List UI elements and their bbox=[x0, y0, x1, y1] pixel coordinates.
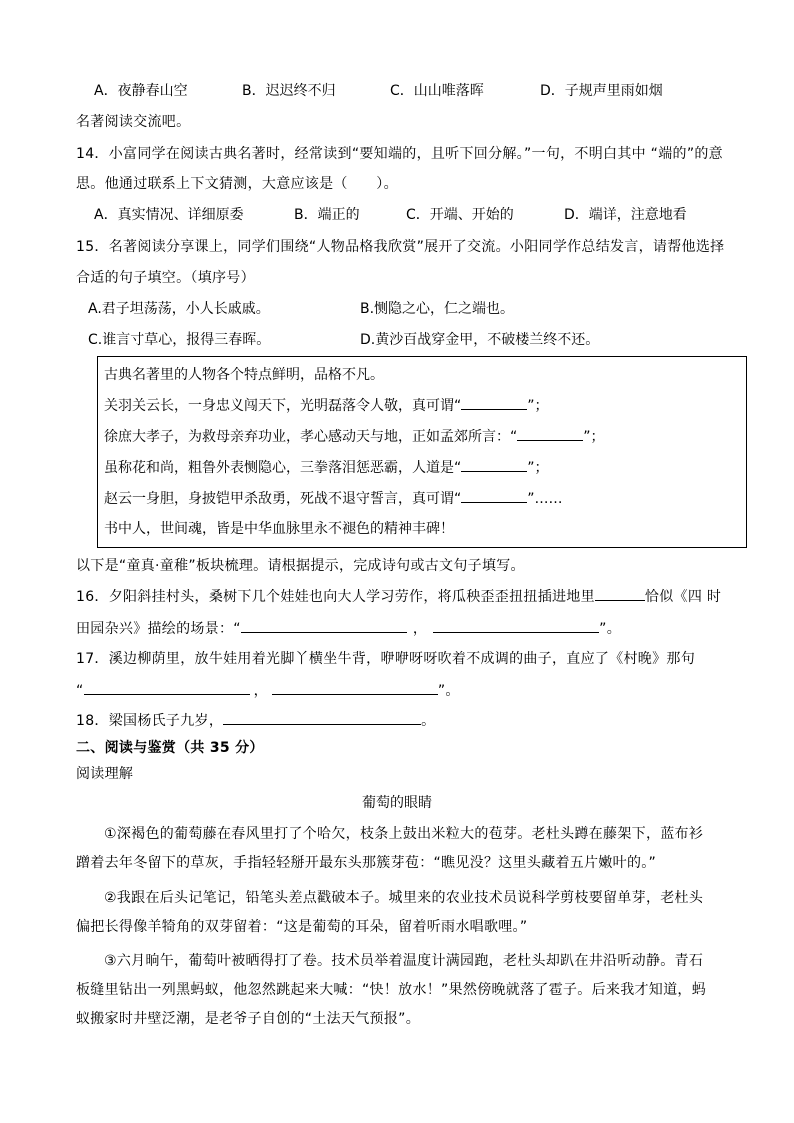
fill-in-box bbox=[97, 356, 747, 548]
q14-stem-line1: 14．小富同学在阅读古典名著时，经常读到“要知端的，且听下回分解。”一句，不明白其中 “端的”的意 bbox=[76, 146, 723, 162]
q13-option-b[interactable]: B．迟迟终不归 bbox=[242, 83, 336, 99]
q13-option-d[interactable]: D．子规声里雨如烟 bbox=[540, 83, 663, 99]
q13-options bbox=[94, 81, 663, 101]
article-paragraph-1: ①深褐色的葡萄藤在春风里打了个哈欠，枝条上鼓出米粒大的苞芽。老杜头蹲在藤架下，蓝布衫蹭着去年冬留下的草灰，手指轻轻掰开最东头那簇芽苞：“瞧见没？这里头藏着五片嫩叶的。” bbox=[76, 826, 704, 871]
answer-blank[interactable] bbox=[272, 680, 438, 695]
article-title: 葡萄的眼睛 bbox=[362, 795, 432, 811]
reading-label: 阅读理解 bbox=[76, 766, 134, 782]
box-row-luzhishen-text: 虽称花和尚，粗鲁外表恻隐心，三拳落泪惩恶霸，人道是“ bbox=[104, 460, 462, 476]
q14-option-d[interactable]: D．端详，注意地看 bbox=[564, 207, 687, 223]
box-row-guanyu-text: 关羽关云长，一身忠义闯天下，光明磊落令人敬，真可谓“ bbox=[104, 398, 462, 414]
q16-stem-line1 bbox=[76, 587, 721, 607]
box-row-zhaoyun-end: ”…… bbox=[527, 491, 563, 507]
box-row-zhaoyun bbox=[104, 488, 563, 509]
q14-stem-line2: 思。他通过联系上下文猜测，大意应该是（ ）。 bbox=[76, 176, 398, 192]
q15-stem-line2: 合适的句子填空。（填序号） bbox=[76, 270, 255, 286]
q18-text: 18．梁国杨氏子九岁， bbox=[76, 713, 224, 729]
q16-stem-line2 bbox=[76, 618, 621, 639]
box-row-guanyu-end: ”； bbox=[527, 398, 549, 414]
q17-stem-line2 bbox=[76, 680, 460, 701]
box-row-luzhishen-end: ”； bbox=[527, 460, 549, 476]
q16-inline-rule bbox=[595, 591, 645, 601]
section-intro-masterpiece: 名著阅读交流吧。 bbox=[76, 114, 191, 130]
answer-blank[interactable] bbox=[241, 618, 407, 633]
q16-stem-text: 16．夕阳斜挂村头，桑树下几个娃娃也向大人学习劳作，将瓜秧歪歪扭扭插进地里 bbox=[76, 589, 595, 605]
q16-stem-text-tail: 恰似《四 时 bbox=[644, 589, 722, 605]
q17-stem-line1: 17．溪边柳荫里，放牛娃用着光脚丫横坐牛背，咿咿呀呀吹着不成调的曲子，直应了《村晚》那句 bbox=[76, 651, 696, 667]
q15-option-d: D.黄沙百战穿金甲，不破楼兰终不还。 bbox=[360, 332, 600, 348]
box-row-xushu-text: 徐庶大孝子，为救母亲弃功业，孝心感动天与地，正如孟郊所言：“ bbox=[104, 429, 518, 445]
q13-option-a[interactable]: A．夜静春山空 bbox=[94, 83, 188, 99]
answer-blank[interactable] bbox=[461, 457, 527, 472]
q14-option-c[interactable]: C．开端、开始的 bbox=[406, 207, 514, 223]
q13-option-c[interactable]: C．山山唯落晖 bbox=[390, 83, 484, 99]
section-intro-childhood: 以下是“童真·童稚”板块梳理。请根据提示，完成诗句或古文句子填写。 bbox=[76, 558, 525, 574]
q16-end: ”。 bbox=[599, 621, 622, 637]
q17-comma: ， bbox=[253, 683, 268, 699]
q18-end: 。 bbox=[421, 713, 436, 729]
q14-options bbox=[94, 205, 687, 225]
box-row-guanyu bbox=[104, 395, 549, 416]
part2-heading: 二、阅读与鉴赏（共 35 分） bbox=[76, 740, 264, 756]
q17-open-quote: “ bbox=[76, 683, 84, 699]
q14-option-b[interactable]: B．端正的 bbox=[294, 207, 360, 223]
q15-option-c: C.谁言寸草心，报得三春晖。 bbox=[88, 332, 271, 348]
box-conclusion: 书中人，世间魂，皆是中华血脉里永不褪色的精神丰碑！ bbox=[104, 521, 454, 537]
q15-option-b: B.恻隐之心，仁之端也。 bbox=[360, 301, 515, 317]
box-intro: 古典名著里的人物各个特点鲜明，品格不凡。 bbox=[104, 367, 384, 383]
answer-blank[interactable] bbox=[433, 618, 599, 633]
q15-option-a: A.君子坦荡荡，小人长戚戚。 bbox=[88, 301, 270, 317]
q14-option-a[interactable]: A．真实情况、详细原委 bbox=[94, 207, 244, 223]
answer-blank[interactable] bbox=[223, 710, 421, 725]
q18-stem bbox=[76, 710, 435, 731]
answer-blank[interactable] bbox=[84, 680, 250, 695]
box-row-luzhishen bbox=[104, 457, 549, 478]
q15-options-row2 bbox=[88, 330, 599, 350]
q17-end: ”。 bbox=[437, 683, 460, 699]
article-paragraph-3: ③六月晌午，葡萄叶被晒得打了卷。技术员举着温度计满园跑，老杜头却趴在井沿听动静。青石板缝里钻出一列黑蚂蚁，他忽然跳起来大喊：“快！放水！”果然傍晚就落了雹子。后来我才知道，蚂蚁搬家时井壁泛潮，是老爷子自创的“土法天气预报”。 bbox=[76, 953, 707, 1027]
box-row-zhaoyun-text: 赵云一身胆，身披铠甲杀敌勇，死战不退守誓言，真可谓“ bbox=[104, 491, 462, 507]
article-paragraph-2: ②我跟在后头记笔记，铅笔头差点戳破本子。城里来的农业技术员说科学剪枝要留单芽，老杜头偏把长得像羊犄角的双芽留着：“这是葡萄的耳朵，留着听雨水唱歌哩。” bbox=[76, 890, 704, 935]
answer-blank[interactable] bbox=[517, 426, 583, 441]
q15-stem-line1: 15．名著阅读分享课上，同学们围绕“人物品格我欣赏”展开了交流。小阳同学作总结发言，请帮他选择 bbox=[76, 239, 725, 255]
box-row-xushu-end: ”； bbox=[583, 429, 605, 445]
answer-blank[interactable] bbox=[461, 395, 527, 410]
box-row-xushu bbox=[104, 426, 605, 447]
answer-blank[interactable] bbox=[461, 488, 527, 503]
q16-comma: ， bbox=[412, 621, 428, 637]
q15-options-row1 bbox=[88, 299, 514, 319]
q16-line2-text: 田园杂兴》描绘的场景：“ bbox=[76, 621, 241, 637]
